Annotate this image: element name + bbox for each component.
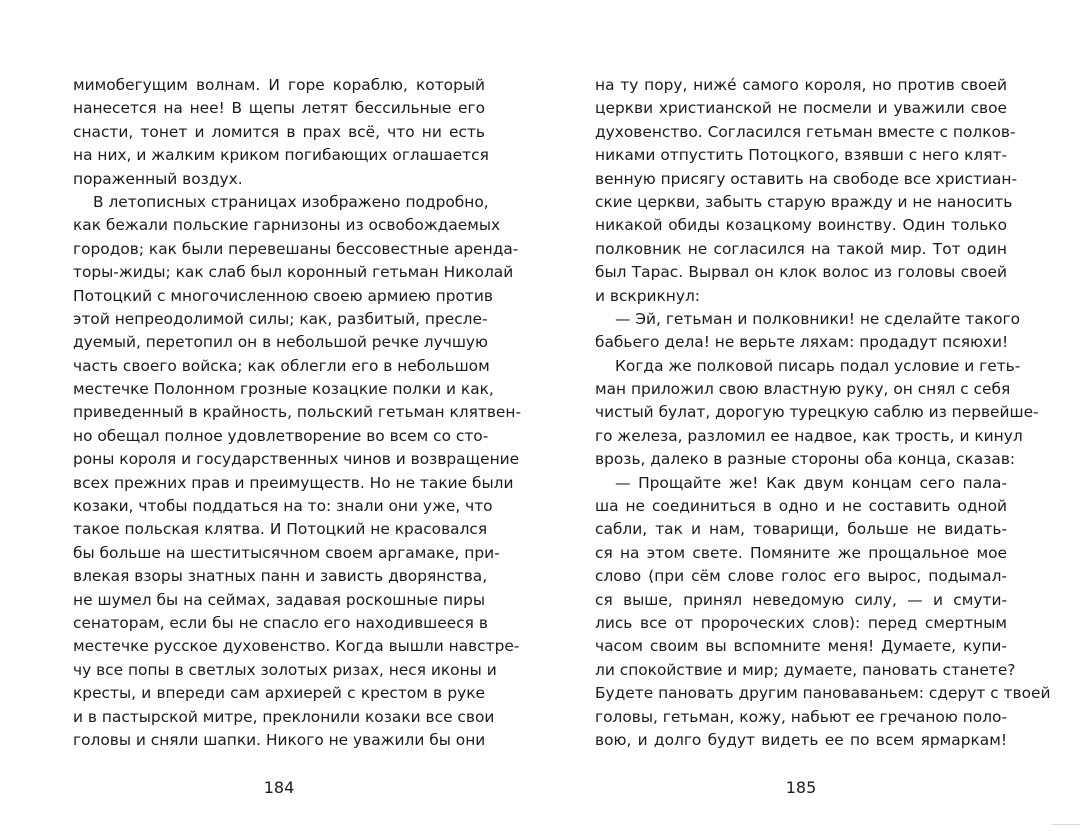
text-line: сенаторам, если бы не спасло его находившееся в [73,613,488,632]
text-line: Когда же полковой писарь подал условие и геть- [615,356,1021,375]
text-line: снасти, тонет и ломится в прах всё, что ни есть [73,122,485,141]
text-line: всех прежних прав и преимуществ. Но не такие были [73,473,514,492]
page-number-right: 185 [785,778,817,797]
text-line: Будете пановать другим пановаваньем: сдерут с твоей [595,684,1051,703]
text-line: венную присягу оставить на свободе все христиан- [595,169,1018,188]
text-line: городов; как были перевешаны бессовестные аренда- [73,239,519,258]
text-line: — Прощайте же! Как двум концам сего пала- [615,473,1007,492]
text-line: нанесется на нее! В щепы летят бессильные его [73,99,485,118]
text-line: кресты, и впереди сам архиерей с крестом в руке [73,684,485,703]
text-line: никами отпустить Потоцкого, взявши с него клят- [595,146,1007,165]
text-line: бабьего дела! не верьте ляхам: продадут псяюхи! [595,333,1009,352]
left-page-text [73,74,522,752]
text-line: лись все от пророческих слов): перед смертным [595,613,1007,632]
text-line: роны короля и государственных чинов и возвращение [73,450,520,469]
text-line: головы и сняли шапки. Никого не уважили бы они [73,730,486,749]
text-line: мимобегущим волнам. И горе кораблю, который [73,76,485,94]
text-line: врозь, далеко в разные стороны оба конца, сказав: [595,450,1016,469]
text-line: местечке русское духовенство. Когда вышли навстре- [73,637,520,656]
text-line: вою, и долго будут видеть ее по всем ярмаркам! [595,730,1007,749]
text-line: как бежали польские гарнизоны из освобождаемых [73,216,501,235]
text-line: ман приложил свою властную руку, он снял с себя [595,380,1011,399]
right-page-text [595,74,1051,752]
text-line: влекая взоры знатных панн и зависть дворянства, [73,567,488,586]
text-line: чу все попы в светлых золотых ризах, неся иконы и [73,660,497,679]
text-line: Потоцкий с многочисленною своею армиею против [73,286,493,305]
text-line: пораженный воздух. [73,169,243,188]
text-line: ся на этом свете. Помяните же прощальное мое [595,543,1007,562]
text-line: дуемый, перетопил он в небольшой речке лучшую [73,333,488,352]
text-line: бы больше на шеститысячном своем аргамаке, при- [73,543,500,562]
text-line: козаки, чтобы поддаться на то: знали они уже, что [73,497,493,516]
text-line: ские церкви, забыть старую вражду и не наносить [595,192,1013,211]
text-line: ся выше, принял неведомую силу, — и смути- [595,590,1007,609]
text-line: приведенный в крайность, польский гетьман клятвен- [73,403,522,422]
text-line: В летописных страницах изображено подробно, [93,192,489,211]
text-line: был Тарас. Вырвал он клок волос из головы своей [595,263,1007,282]
text-line: полковник не согласился на такой мир. Тот один [595,239,1007,258]
text-line: местечке Полонном грозные козацкие полки и как, [73,380,494,399]
text-line: го железа, разломил ее надвое, как трость, и кинул [595,426,1023,445]
crop-mark [1052,824,1080,831]
text-line: на ту пору, ниже́ самого короля, но против своей [595,76,1007,94]
text-line: но обещал полное удовлетворение во всем со сто- [73,426,489,445]
text-line: — Эй, гетьман и полковники! не сделайте такого [615,309,1021,328]
text-line: торы-жиды; как слаб был коронный гетьман Николай [73,263,514,282]
text-line: и вскрикнул: [595,286,700,305]
text-line: на них, и жалким криком погибающих оглашается [73,146,489,165]
text-line: не шумел бы на сеймах, задавая роскошные пиры [73,590,485,609]
page-number-left: 184 [263,778,295,797]
text-line: слово (при сём слове голос его вырос, подымал- [595,567,1007,586]
text-line: часом своим вы вспомните меня! Думаете, купи- [595,637,1007,656]
text-line: ли спокойствие и мир; думаете, пановать станете? [595,660,1016,679]
text-line: ша не соединиться в одно и не составить одной [595,497,1007,516]
text-line: чистый булат, дорогую турецкую саблю из первейше- [595,403,1039,422]
text-line: церкви христианской не посмели и уважили свое [595,99,1007,118]
text-line: часть своего войска; как облегли его в небольшом [73,356,490,375]
text-line: никакой обиды козацкому воинству. Один только [595,216,1007,235]
text-line: такое польская клятва. И Потоцкий не красовался [73,520,488,539]
text-line: этой непреодолимой силы; как, разбитый, пресле- [73,309,488,328]
text-line: духовенство. Согласился гетьман вместе с полков- [595,122,1016,141]
text-line: головы, гетьман, кожу, набьют ее гречаною поло- [595,707,1007,726]
text-line: сабли, так и нам, товарищи, больше не видать- [595,520,1007,539]
text-line: и в пастырской митре, преклонили козаки все свои [73,707,495,726]
